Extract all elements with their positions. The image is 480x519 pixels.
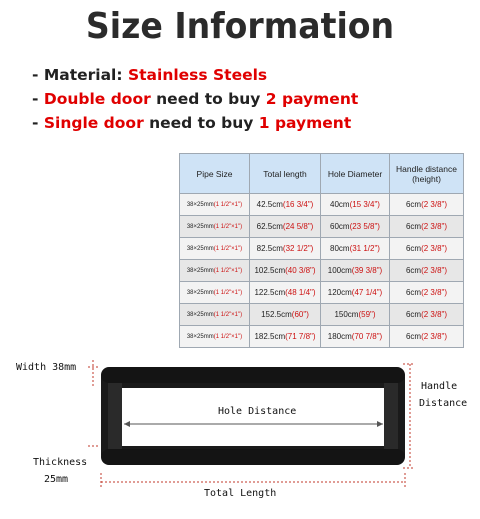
top-bar [101, 367, 405, 383]
page-title: Size Information [85, 6, 395, 47]
cell-handle-distance-value: 6cm [405, 266, 422, 275]
thickness-label-line1: Thickness [33, 457, 88, 468]
cell-total-length [250, 194, 321, 216]
single-door-line [32, 114, 351, 132]
cell-total-length-inches: (71 7/8") [285, 332, 316, 341]
cell-handle-distance-inches: (2 3/8") [421, 222, 448, 231]
cell-handle-distance-value: 6cm [405, 244, 422, 253]
cell-total-length-inches: (60") [291, 310, 309, 319]
single-door-payment: 1 payment [258, 114, 352, 132]
cell-hole-diameter-value: 100cm [327, 266, 352, 275]
handle-label-line2: Distance [419, 398, 468, 409]
header-handle-distance: Handle distance (height) [390, 154, 464, 194]
material-prefix: - Material: [32, 66, 128, 84]
header-total-length: Total length [250, 154, 321, 194]
cell-pipe-size [180, 304, 250, 326]
cell-pipe-size-value: 38×25mm [186, 223, 214, 230]
cell-hole-diameter-value: 120cm [327, 288, 352, 297]
cell-total-length-value: 102.5cm [254, 266, 286, 275]
double-door-payment: 2 payment [265, 90, 359, 108]
cell-hole-diameter-value: 150cm [334, 310, 359, 319]
cell-total-length-inches: (40 3/8") [285, 266, 316, 275]
cell-pipe-size-value: 38×25mm [186, 289, 214, 296]
cell-total-length-inches: (48 1/4") [285, 288, 316, 297]
cell-total-length-value: 182.5cm [254, 332, 286, 341]
cell-handle-distance-inches: (2 3/8") [421, 288, 448, 297]
cell-pipe-size-value: 38×25mm [186, 201, 214, 208]
cell-pipe-size [180, 194, 250, 216]
cell-handle-distance [390, 216, 464, 238]
cell-hole-diameter [321, 304, 390, 326]
cell-hole-diameter [321, 238, 390, 260]
cell-total-length-inches: (32 1/2") [282, 244, 314, 253]
handle-label-line1: Handle [421, 381, 458, 392]
cell-hole-diameter-value: 40cm [330, 200, 350, 209]
cell-pipe-size-value: 38×25mm [186, 333, 214, 340]
bottom-bar [101, 449, 405, 465]
header-hole-diameter: Hole Diameter [321, 154, 390, 194]
cell-pipe-size-value: 38×25mm [186, 245, 214, 252]
cell-hole-diameter [321, 282, 390, 304]
cell-pipe-size-inches: (1 1/2"×1") [213, 245, 243, 252]
double-door-label: Double door [43, 90, 151, 108]
cell-handle-distance [390, 260, 464, 282]
cell-pipe-size-value: 38×25mm [186, 267, 214, 274]
hole-distance-label: Hole Distance [218, 406, 297, 417]
cell-handle-distance-value: 6cm [405, 288, 422, 297]
table-row [180, 238, 464, 260]
cell-handle-distance-inches: (2 3/8") [421, 266, 448, 275]
header-pipe-size: Pipe Size [180, 154, 250, 194]
cell-handle-distance [390, 326, 464, 348]
cell-hole-diameter [321, 216, 390, 238]
cell-pipe-size-inches: (1 1/2"×1") [213, 201, 243, 208]
left-post [108, 380, 122, 452]
handle-opening [122, 388, 384, 446]
cell-pipe-size-inches: (1 1/2"×1") [213, 311, 243, 318]
double-door-line [32, 90, 358, 108]
cell-handle-distance-inches: (2 3/8") [421, 244, 448, 253]
double-door-prefix: - [32, 90, 44, 108]
cell-hole-diameter-value: 80cm [330, 244, 350, 253]
cell-handle-distance-inches: (2 3/8") [421, 200, 448, 209]
cell-pipe-size [180, 326, 250, 348]
cell-total-length [250, 260, 321, 282]
cell-total-length-value: 62.5cm [256, 222, 283, 231]
cell-hole-diameter [321, 194, 390, 216]
width-label: Width 38mm [16, 362, 77, 373]
size-table [179, 153, 464, 348]
cell-handle-distance-value: 6cm [405, 310, 422, 319]
cell-hole-diameter-inches: (39 3/8") [351, 266, 383, 275]
cell-hole-diameter-inches: (23 5/8") [349, 222, 380, 231]
material-value: Stainless Steels [127, 66, 268, 84]
cell-pipe-size [180, 260, 250, 282]
cell-pipe-size [180, 238, 250, 260]
cell-total-length [250, 216, 321, 238]
cell-total-length [250, 326, 321, 348]
thickness-label-line2: 25mm [44, 474, 69, 485]
table-row [180, 216, 464, 238]
table-row [180, 326, 464, 348]
cell-total-length-value: 42.5cm [256, 200, 283, 209]
cell-hole-diameter-inches: (15 3/4") [349, 200, 380, 209]
cell-total-length-value: 122.5cm [254, 288, 286, 297]
cell-pipe-size [180, 282, 250, 304]
cell-hole-diameter-inches: (47 1/4") [351, 288, 383, 297]
cell-total-length [250, 282, 321, 304]
table-row [180, 304, 464, 326]
cell-handle-distance-value: 6cm [405, 222, 422, 231]
cell-hole-diameter-inches: (31 1/2") [349, 244, 380, 253]
cell-pipe-size-inches: (1 1/2"×1") [213, 267, 243, 274]
cell-total-length-inches: (24 5/8") [282, 222, 314, 231]
cell-handle-distance [390, 238, 464, 260]
single-door-label: Single door [43, 114, 144, 132]
cell-total-length-value: 152.5cm [261, 310, 292, 319]
cell-hole-diameter [321, 260, 390, 282]
cell-total-length-value: 82.5cm [256, 244, 283, 253]
cell-pipe-size-inches: (1 1/2"×1") [213, 289, 243, 296]
cell-hole-diameter-value: 180cm [327, 332, 352, 341]
table-row [180, 282, 464, 304]
table-row [180, 194, 464, 216]
cell-pipe-size-inches: (1 1/2"×1") [213, 333, 243, 340]
cell-handle-distance-inches: (2 3/8") [421, 310, 448, 319]
cell-handle-distance [390, 282, 464, 304]
cell-handle-distance-value: 6cm [405, 332, 422, 341]
cell-handle-distance-inches: (2 3/8") [421, 332, 448, 341]
cell-handle-distance [390, 194, 464, 216]
cell-pipe-size-value: 38×25mm [186, 311, 214, 318]
cell-total-length [250, 304, 321, 326]
material-line [32, 66, 267, 84]
right-post [384, 380, 398, 452]
total-length-label: Total Length [204, 488, 277, 499]
cell-handle-distance [390, 304, 464, 326]
cell-hole-diameter [321, 326, 390, 348]
cell-handle-distance-value: 6cm [405, 200, 422, 209]
double-door-middle: need to buy [150, 90, 266, 108]
cell-pipe-size [180, 216, 250, 238]
cell-pipe-size-inches: (1 1/2"×1") [213, 223, 243, 230]
single-door-prefix: - [32, 114, 44, 132]
handle-diagram [0, 350, 480, 519]
cell-hole-diameter-value: 60cm [330, 222, 350, 231]
single-door-middle: need to buy [143, 114, 259, 132]
cell-total-length-inches: (16 3/4") [282, 200, 314, 209]
cell-hole-diameter-inches: (59") [358, 310, 376, 319]
cell-hole-diameter-inches: (70 7/8") [351, 332, 383, 341]
table-header-row [180, 154, 464, 194]
cell-total-length [250, 238, 321, 260]
table-row [180, 260, 464, 282]
